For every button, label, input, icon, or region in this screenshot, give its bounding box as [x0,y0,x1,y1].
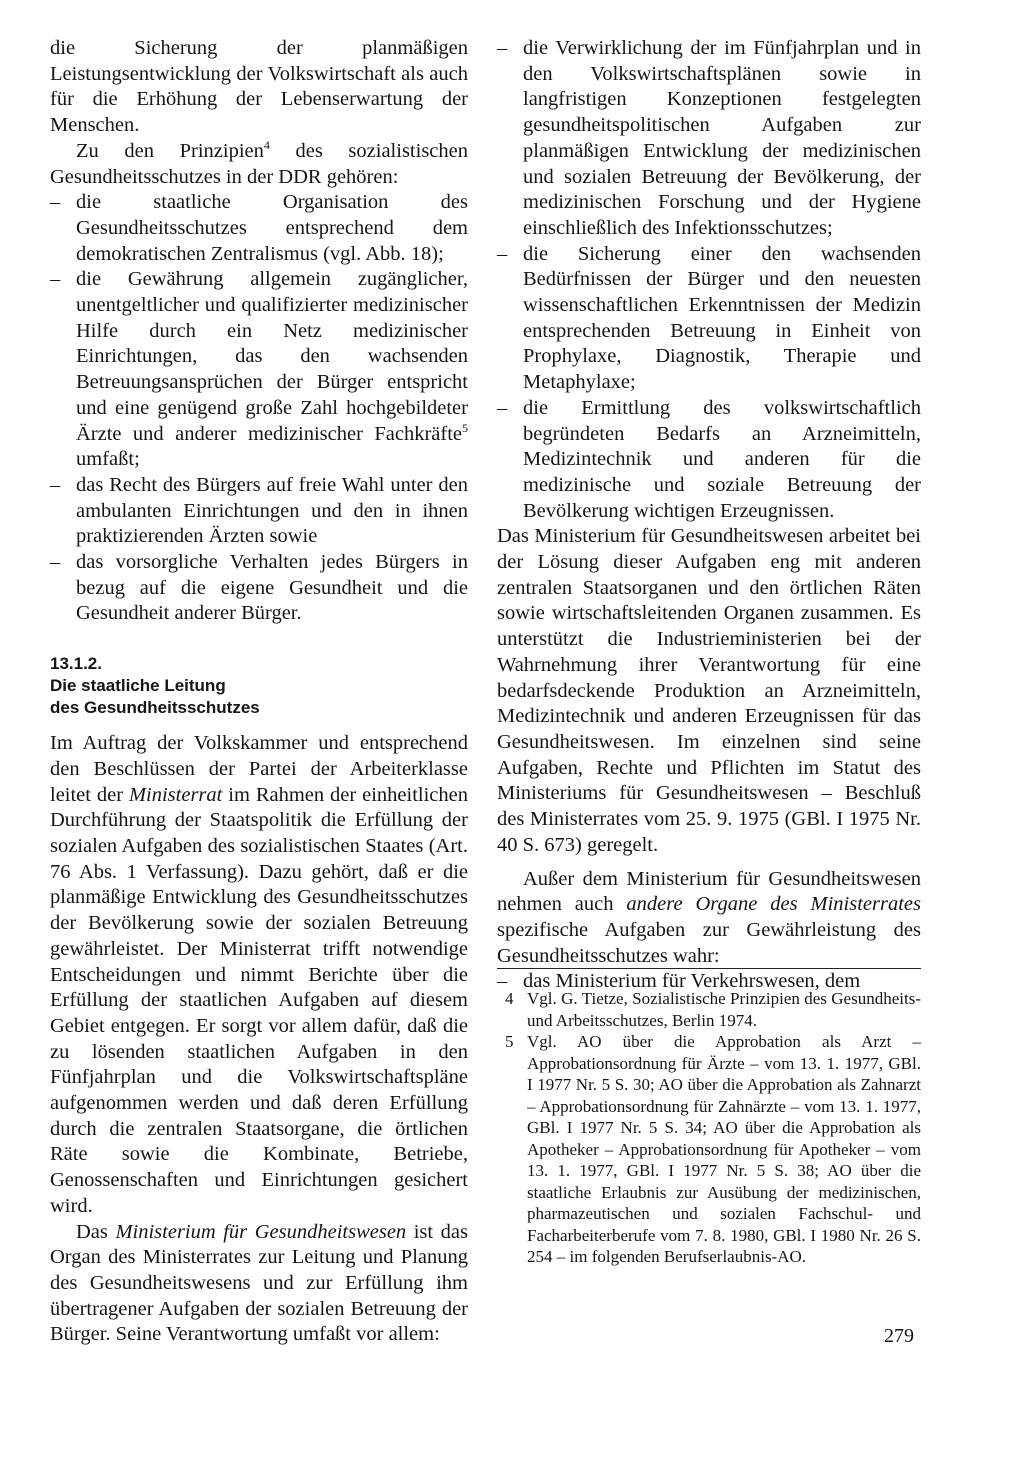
footnote-number: 5 [505,1032,514,1051]
footnote-ref-5: 5 [462,420,468,435]
list-item: – das vorsorgliche Verhalten jedes Bürgers in bezug auf die eigene Gesundheit und die Gesundheit anderer Bürger. [50,550,468,627]
list-item: – die Verwirklichung der im Fünfjahrplan und in den Volkswirtschaftsplänen sowie in langfristigen Konzeptionen festgelegten gesundheitspolitischen Aufgaben zur planmäßigen Entwicklung der medizinischen und sozialen Betreuung der Bevölkerung, der medizinischen Forschung und der Hygiene einschließlich des Infektionsschutzes; [497,36,921,242]
section-heading [50,653,468,719]
footnote-5 [505,1031,921,1268]
page-number: 279 [884,1325,914,1347]
list-item [50,267,468,473]
footnote-4 [505,988,921,1031]
responsibilities-list [497,36,921,524]
emphasis: Ministerrat [128,783,223,806]
footnotes [505,988,921,1268]
paragraph-other-organs [497,867,921,970]
text-run: Das [76,1220,116,1243]
paragraph-ministerium [50,1220,468,1349]
list-item: – das Recht des Bürgers auf freie Wahl unter den ambulanten Einrichtungen und den in ihnen praktizierenden Ärzten sowie [50,473,468,550]
paragraph-ministerrat [50,731,468,1219]
text-run: Im Auftrag der Volkskammer und entsprechend den Beschlüssen der Partei der Arbeiterklasse leitet der [50,732,468,806]
section-number: 13.1.2. [50,654,102,674]
section-title-line-1: Die staatliche Leitung [50,676,226,696]
footnote-divider [497,968,921,969]
emphasis: andere Organe des Ministerrates [626,893,921,916]
paragraph-principles-intro [50,139,468,190]
text-run: im Rahmen der einheitlichen Durchführung der Staatspolitik die Erfüllung der sozialen Aufgaben des sozialistischen Staates (Art. 76 Abs. 1 Verfassung). Dazu gehört, daß er die planmäßige Entwicklung des Gesundheitsschutzes der Bevölkerung sowie der sozialen Betreuung gewährleistet. Der Ministerrat trifft notwendige Entscheidungen und nimmt Berichte über die Erfüllung der staatlichen Aufgaben auf diesem Gebiet entgegen. Er sorgt vor allem dafür, daß die zu lösenden staatlichen Aufgaben in den Fünfjahrplan und die Volkswirtschaftspläne aufgenommen werden und daß deren Erfüllung durch die zentralen Staatsorgane, die örtlichen Räte sowie die Kombinate, Betriebe, Genossenschaften und Einrichtungen gesichert wird. [50,783,468,1217]
footnote-ref-4: 4 [263,137,270,152]
text-run: die Gewährung allgemein zugänglicher, unentgeltlicher und qualifizierter medizinischer Hilfe durch ein Netz medizinischer Einrichtungen, das den wachsenden Betreuungsansprüchen der Bürger entspricht und eine genügend große Zahl hochgebildeter Ärzte und anderer medizinischer Fachkräfte [76,268,468,445]
list-item: – die Sicherung einer den wachsenden Bedürfnissen der Bürger und den neuesten wissenschaftlichen Erkenntnissen der Medizin entsprechenden Betreuung in Einheit von Prophylaxe, Diagnostik, Therapie und Metaphylaxe; [497,242,921,396]
paragraph-continuation: die Sicherung der planmäßigen Leistungsentwicklung der Volkswirtschaft als auch für die Erhöhung der Lebenserwartung der Menschen. [50,37,468,137]
section-title-line-2: des Gesundheitsschutzes [50,698,260,718]
list-item: – die Ermittlung des volkswirtschaftlich begründeten Bedarfs an Arzneimitteln, Medizintechnik und anderen für die medizinische und soziale Betreuung der Bevölkerung wichtigen Erzeugnissen. [497,396,921,525]
text-run: ist das Organ des Ministerrates zur Leitung und Planung des Gesundheitswesens und zur Erfüllung ihm übertragener Aufgaben der sozialen Betreuung der Bürger. Seine Verantwortung umfaßt vor allem: [50,1220,468,1346]
text-run: spezifische Aufgaben zur Gewährleistung des Gesundheitsschutzes wahr: [497,918,921,967]
footnote-text: Vgl. G. Tietze, Sozialistische Prinzipien des Gesundheits- und Arbeitsschutzes, Berlin 1974. [527,989,921,1030]
text-run: Außer dem Ministerium für Gesundheitswesen nehmen auch [497,867,921,916]
right-column [497,36,921,995]
emphasis: Ministerium für Gesundheitswesen [115,1220,407,1243]
left-column [50,36,468,1348]
footnote-text: Vgl. AO über die Approbation als Arzt – Approbationsordnung für Ärzte – vom 13. 1. 1977, GBl. I 1977 Nr. 5 S. 30; AO über die Approbation als Zahnarzt – Approbationsordnung für Zahnärzte – vom 13. 1. 1977, GBl. I 1977 Nr. 5 S. 34; AO über die Approbation als Apotheker – Approbationsordnung für Apotheker – vom 13. 1. 1977, GBl. I 1977 Nr. 5 S. 38; AO über die staatliche Erlaubnis zur Ausübung der medizinischen, pharmazeutischen und sozialen Fachschul- und Facharbeiterberufe vom 7. 8. 1980, GBl. I 1980 Nr. 26 S. 254 – im folgenden Berufserlaubnis-AO. [527,1032,921,1266]
text-run: Zu den Prinzipien [76,139,264,162]
list-item: – das Ministerium für Verkehrswesen, dem [497,969,921,995]
text-run: des sozialistischen Gesundheitsschutzes in der DDR gehören: [50,139,468,188]
paragraph-cooperation: Das Ministerium für Gesundheitswesen arbeitet bei der Lösung dieser Aufgaben eng mit anderen zentralen Staatsorganen und den örtlichen Räten sowie wirtschaftsleitenden Organen zusammen. Es unterstützt die Industrieministerien bei der Wahrnehmung ihrer Verantwortung für eine bedarfsdeckende Produktion an Arzneimitteln, Medizintechnik und anderen Erzeugnissen für das Gesundheitswesen. Im einzelnen sind seine Aufgaben, Rechte und Pflichten im Statut des Ministeriums für Gesundheitswesen – Beschluß des Ministerrates vom 25. 9. 1975 (GBl. I 1975 Nr. 40 S. 673) geregelt. [497,525,921,856]
principles-list [50,190,468,627]
text-run: umfaßt; [76,448,140,471]
footnote-number: 4 [505,989,514,1008]
list-item: – die staatliche Organisation des Gesundheitsschutzes entsprechend dem demokratischen Zentralismus (vgl. Abb. 18); [50,190,468,267]
